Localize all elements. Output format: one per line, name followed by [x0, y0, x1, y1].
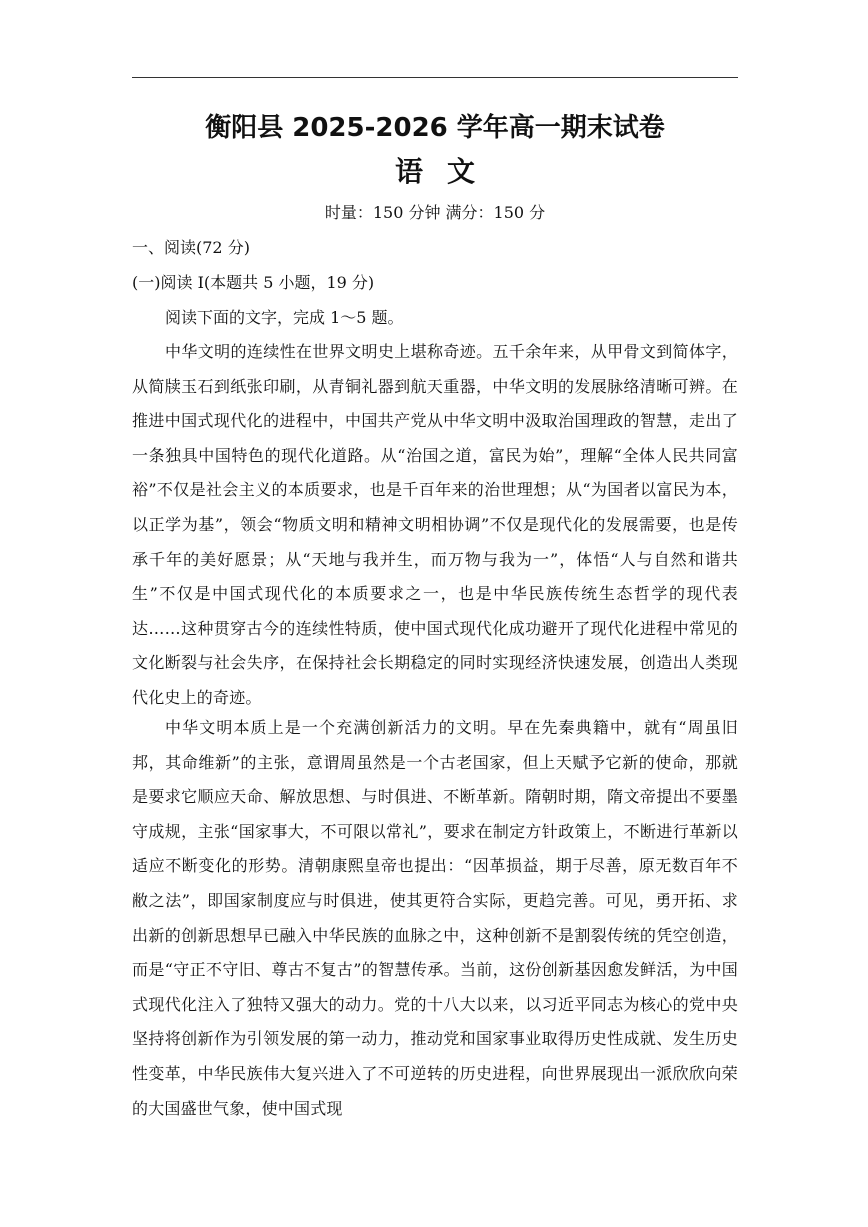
section-heading: 一、阅读(72 分) [132, 238, 250, 257]
subsection-heading: (一)阅读 I(本题共 5 小题，19 分) [132, 273, 375, 292]
passage-paragraph-2: 中华文明本质上是一个充满创新活力的文明。早在先秦典籍中，就有“周虽旧邦，其命维新”的主张，意谓周虽然是一个古老国家，但上天赋予它新的使命，那就是要求它顺应天命、解放思想、与时俱进、不断革新。隋朝时期，隋文帝提出不要墨守成规，主张“国家事大，不可限以常礼”，要求在制定方针政策上，不断进行革新以适应不断变化的形势。清朝康熙皇帝也提出：“因革损益，期于尽善，原无数百年不敝之法”，即国家制度应与时俱进，使其更符合实际，更趋完善。可见，勇开拓、求出新的创新思想早已融入中华民族的血脉之中，这种创新不是割裂传统的凭空创造，而是“守正不守旧、尊古不复古”的智慧传承。当前，这份创新基因愈发鲜活，为中国式现代化注入了独特又强大的动力。党的十八大以来，以习近平同志为核心的党中央坚持将创新作为引领发展的第一动力，推动党和国家事业取得历史性成就、发生历史性变革，中华民族伟大复兴进入了不可逆转的历史进程，向世界展现出一派欣欣向荣的大国盛世气象，使中国式现 [132, 718, 738, 1118]
header-rule [132, 77, 738, 78]
exam-title: 衡阳县 2025-2026 学年高一期末试卷 [205, 113, 665, 143]
exam-meta: 时量：150 分钟 满分：150 分 [324, 203, 546, 222]
reading-instruction: 阅读下面的文字，完成 1～5 题。 [165, 308, 404, 327]
subject-title: 语文 [394, 155, 499, 188]
passage-paragraph-1: 中华文明的连续性在世界文明史上堪称奇迹。五千余年来，从甲骨文到简体字，从简牍玉石到纸张印刷，从青铜礼器到航天重器，中华文明的发展脉络清晰可辨。在推进中国式现代化的进程中，中国共产党从中华文明中汲取治国理政的智慧，走出了一条独具中国特色的现代化道路。从“治国之道，富民为始”，理解“全体人民共同富裕”不仅是社会主义的本质要求，也是千百年来的治世理想；从“为国者以富民为本，以正学为基”，领会“物质文明和精神文明相协调”不仅是现代化的发展需要，也是传承千年的美好愿景；从“天地与我并生，而万物与我为一”，体悟“人与自然和谐共生”不仅是中国式现代化的本质要求之一，也是中华民族传统生态哲学的现代表达……这种贯穿古今的连续性特质，使中国式现代化成功避开了现代化进程中常见的文化断裂与社会失序，在保持社会长期稳定的同时实现经济快速发展，创造出人类现代化史上的奇迹。 [132, 342, 738, 707]
